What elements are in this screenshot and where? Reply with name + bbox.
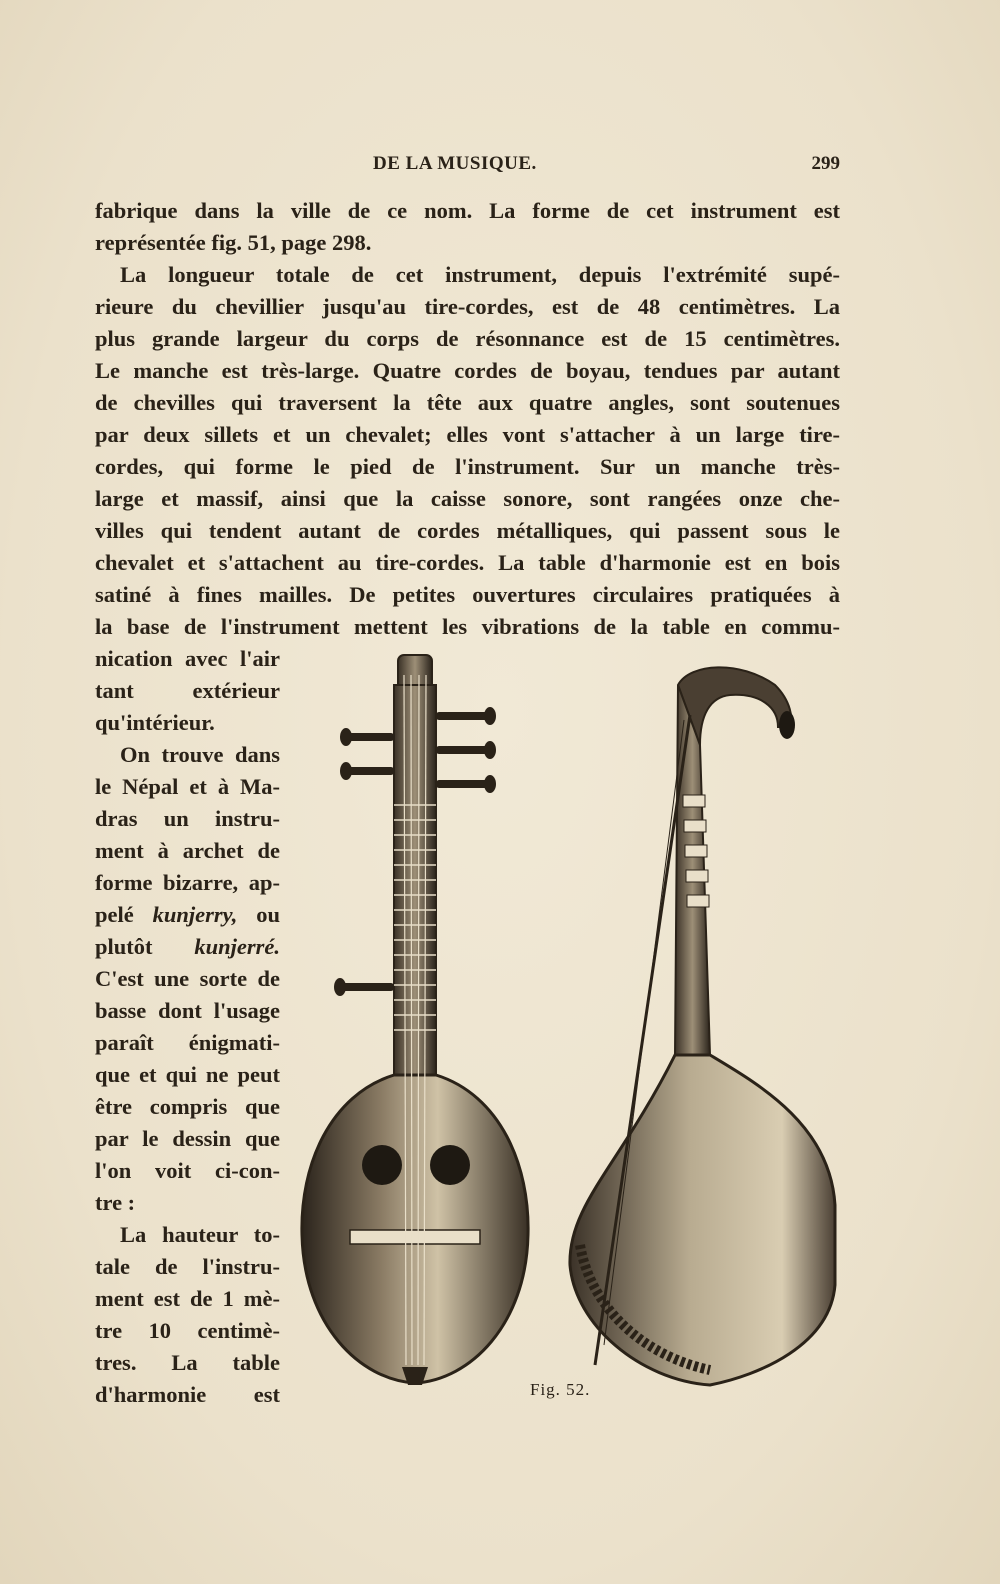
text-word: plutôt — [95, 934, 153, 959]
text-line: le Népal et à Ma- — [95, 774, 280, 799]
text-word: pelé — [95, 902, 134, 927]
text-line: que et qui ne peut — [95, 1062, 280, 1087]
text-line: par le dessin que — [95, 1126, 280, 1151]
text-line: dras un instru- — [95, 806, 280, 831]
text-line: fabrique dans la ville de ce nom. La forme de cet instrument est — [95, 198, 840, 223]
page-header — [95, 153, 840, 183]
text-line: tre 10 centimè- — [95, 1318, 280, 1343]
text-line: tant extérieur — [95, 678, 280, 703]
text-line: par deux sillets et un chevalet; elles vont s'attacher à un large tire- — [95, 422, 840, 447]
text-line: large et massif, ainsi que la caisse sonore, sont rangées onze che- — [95, 486, 840, 511]
text-line: qu'intérieur. — [95, 710, 215, 735]
text-line: d'harmonie est — [95, 1382, 280, 1407]
text-line: forme bizarre, ap- — [95, 870, 280, 895]
side-view-instrument — [570, 667, 835, 1385]
text-line: plus grande largeur du corps de résonnance est de 15 centimètres. — [95, 326, 840, 351]
text-line: basse dont l'usage — [95, 998, 280, 1023]
text-line: Le manche est très-large. Quatre cordes de boyau, tendues par autant — [95, 358, 840, 383]
front-view-instrument — [302, 655, 528, 1385]
running-title: DE LA MUSIQUE. — [373, 153, 537, 174]
text-line: tre : — [95, 1190, 136, 1215]
text-line: ment à archet de — [95, 838, 280, 863]
text-line: villes qui tendent autant de cordes métalliques, qui passent sous le — [95, 518, 840, 543]
text-line: cordes, qui forme le pied de l'instrument. Sur un manche très- — [95, 454, 840, 479]
instrument-name: kunjerré. — [194, 934, 280, 959]
text-line: de chevilles qui traversent la tête aux quatre angles, sont soutenues — [95, 390, 840, 415]
text-line: tres. La table — [95, 1350, 280, 1375]
text-line — [95, 899, 280, 931]
text-line: rieure du chevillier jusqu'au tire-cordes, est de 48 centimètres. La — [95, 294, 840, 319]
text-line: satiné à fines mailles. De petites ouvertures circulaires pratiquées à — [95, 582, 840, 607]
text-line: ment est de 1 mè- — [95, 1286, 280, 1311]
text-line — [95, 931, 280, 963]
text-line: tale de l'instru- — [95, 1254, 280, 1279]
text-line: La longueur totale de cet instrument, depuis l'extrémité supé- — [120, 262, 840, 287]
text-word: ou — [256, 902, 281, 927]
text-line: C'est une sorte de — [95, 966, 280, 991]
text-line: être compris que — [95, 1094, 280, 1119]
instrument-engraving — [290, 645, 850, 1415]
figure-caption: Fig. 52. — [530, 1380, 591, 1399]
text-line: nication avec l'air — [95, 646, 280, 671]
text-line: La hauteur to- — [120, 1222, 280, 1247]
text-line: On trouve dans — [120, 742, 280, 767]
text-line: la base de l'instrument mettent les vibrations de la table en commu- — [95, 614, 840, 639]
instrument-name: kunjerry, — [152, 902, 238, 927]
text-line: représentée fig. 51, page 298. — [95, 230, 372, 255]
text-line: l'on voit ci-con- — [95, 1158, 280, 1183]
text-line: paraît énigmati- — [95, 1030, 280, 1055]
text-line: chevalet et s'attachent au tire-cordes. La table d'harmonie est en bois — [95, 550, 840, 575]
page-number: 299 — [811, 153, 840, 174]
